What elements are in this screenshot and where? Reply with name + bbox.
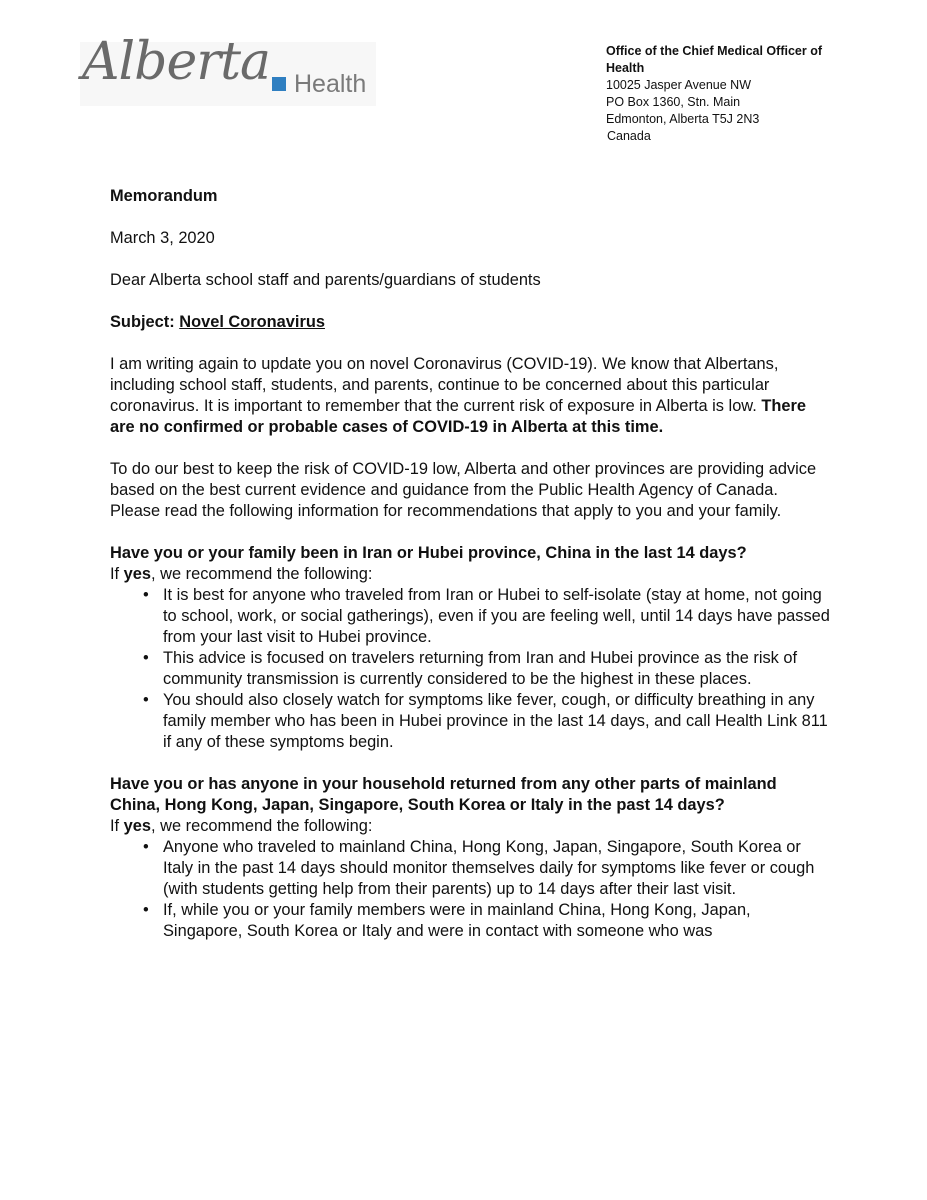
address-line: Canada: [607, 129, 651, 143]
bullet-list-iran-hubei: [110, 585, 830, 753]
memo-date: March 3, 2020: [110, 229, 215, 247]
question-iran-hubei: Have you or your family been in Iran or Hubei province, China in the last 14 days?: [110, 544, 747, 562]
memo-heading: Memorandum: [110, 187, 218, 205]
recommend-text: , we recommend the following:: [151, 817, 373, 835]
address-line: 10025 Jasper Avenue NW: [606, 78, 752, 92]
logo-health-text: Health: [294, 70, 367, 98]
if-yes-line: [110, 564, 830, 585]
list-item: • Anyone who traveled to mainland China, Hong Kong, Japan, Singapore, South Korea or Italy in the past 14 days should monitor themselves daily for symptoms like fever or cough (with students getting help from their parents) up to 14 days after their last visit.: [110, 837, 830, 900]
if-prefix: If: [110, 565, 120, 583]
intro-bold-text: There are no confirmed or probable cases of COVID-19 in Alberta at this time.: [110, 397, 807, 436]
bullet-list-other-regions: [110, 837, 830, 942]
memo-subject-line: [110, 312, 830, 333]
list-item: • This advice is focused on travelers returning from Iran and Hubei province as the risk of community transmission is currently considered to be the highest in these places.: [110, 648, 830, 690]
memo-salutation: Dear Alberta school staff and parents/guardians of students: [110, 271, 541, 289]
office-name: Office of the Chief Medical Officer of Health: [606, 44, 822, 75]
address-line: PO Box 1360, Stn. Main: [606, 95, 741, 109]
logo-square-mark: [272, 77, 286, 91]
paragraph-intro: [110, 354, 830, 438]
list-item: • You should also closely watch for symptoms like fever, cough, or difficulty breathing in any family member who has been in Hubei province in the last 14 days, and call Health Link 811 if any of these symptoms begin.: [110, 690, 830, 753]
list-item: • If, while you or your family members were in mainland China, Hong Kong, Japan, Singapore, South Korea or Italy and were in contact with someone who was: [110, 900, 830, 942]
if-yes-line: [110, 816, 830, 837]
yes-word: yes: [123, 817, 152, 835]
subject-label: Subject:: [110, 313, 175, 331]
intro-text: I am writing again to update you on novel Coronavirus (COVID-19). We know that Albertans, including school staff, students, and parents, continue to be concerned about this particular coronavirus. It is important to remember that the current risk of exposure in Alberta is low.: [110, 355, 779, 415]
memo-body: [110, 186, 830, 942]
office-address-block: [606, 43, 856, 145]
subject-text: Novel Coronavirus: [179, 313, 325, 331]
question-other-regions: Have you or has anyone in your household returned from any other parts of mainland China, Hong Kong, Japan, Singapore, South Korea or Italy in the past 14 days?: [110, 775, 777, 814]
recommend-text: , we recommend the following:: [151, 565, 373, 583]
list-item: • It is best for anyone who traveled from Iran or Hubei to self-isolate (stay at home, not going to school, work, or social gatherings), even if you are feeling well, until 14 days have passed from your last visit to Hubei province.: [110, 585, 830, 648]
alberta-health-logo: [80, 32, 376, 106]
address-line: Edmonton, Alberta T5J 2N3: [606, 112, 760, 126]
logo-wordmark: Alberta: [82, 32, 270, 92]
if-prefix: If: [110, 817, 120, 835]
yes-word: yes: [123, 565, 152, 583]
paragraph-advice: To do our best to keep the risk of COVID-19 low, Alberta and other provinces are providing advice based on the best current evidence and guidance from the Public Health Agency of Canada. Please read the following information for recommendations that apply to you and your family.: [110, 460, 817, 520]
